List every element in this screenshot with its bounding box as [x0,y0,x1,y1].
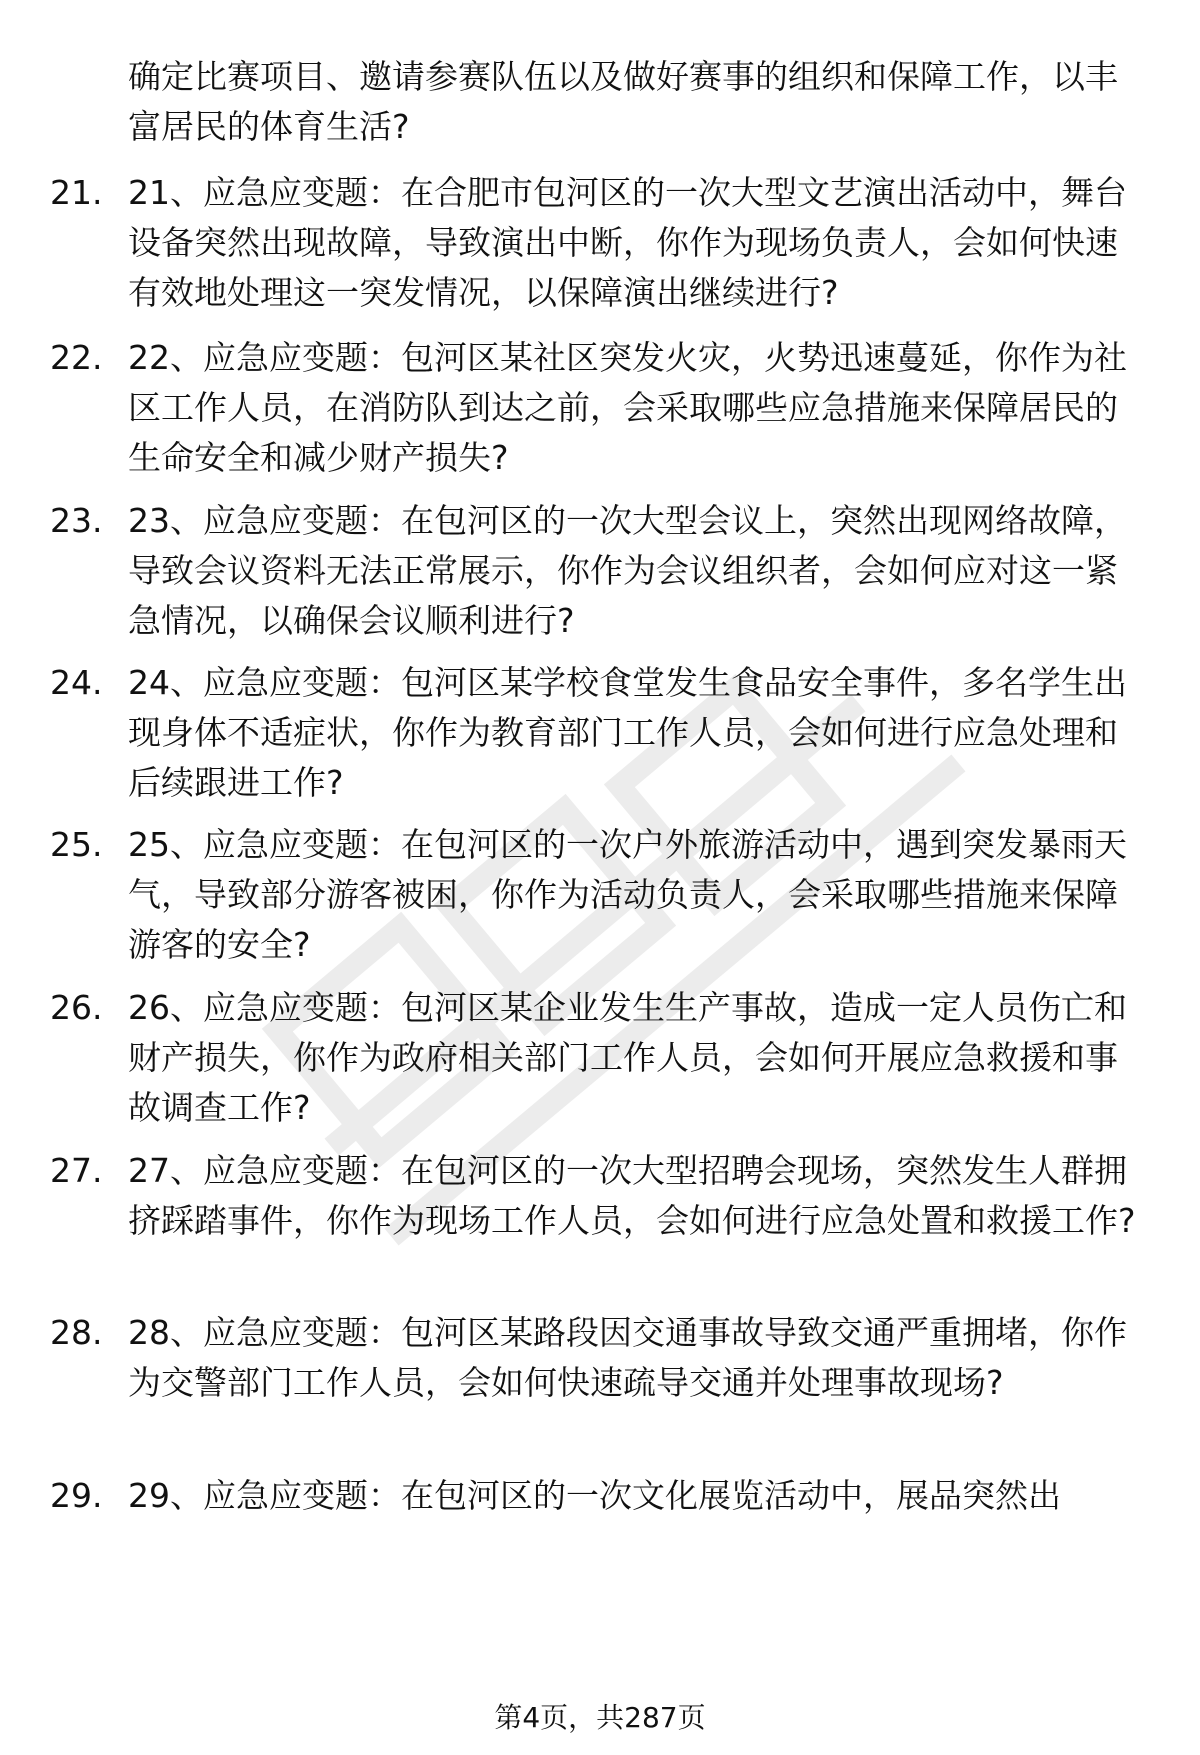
question-text: 23、应急应变题：在包河区的一次大型会议上，突然出现网络故障，导致会议资料无法正常展示，你作为会议组织者，会如何应对这一紧急情况，以确保会议顺利进行? [128,501,1127,640]
page-footer: 第4页，共287页 [494,1701,706,1734]
continuation-paragraph: 确定比赛项目、邀请参赛队伍以及做好赛事的组织和保障工作，以丰富居民的体育生活? [128,57,1118,146]
question-text: 26、应急应变题：包河区某企业发生生产事故，造成一定人员伤亡和财产损失，你作为政府相关部门工作人员，会如何开展应急救援和事故调查工作? [128,988,1127,1127]
question-number: 29. [50,1476,103,1515]
question-text: 24、应急应变题：包河区某学校食堂发生食品安全事件，多名学生出现身体不适症状，你作为教育部门工作人员，会如何进行应急处理和后续跟进工作? [128,663,1127,802]
question-text: 22、应急应变题：包河区某社区突发火灾，火势迅速蔓延，你作为社区工作人员，在消防队到达之前，会采取哪些应急措施来保障居民的生命安全和减少财产损失? [128,338,1127,477]
question-item-22 [0,333,1200,493]
question-item-29 [0,1471,1200,1531]
question-item-24 [0,658,1200,818]
question-number: 25. [50,825,103,864]
question-item-23 [0,496,1200,656]
question-item-25 [0,820,1200,980]
question-text: 25、应急应变题：在包河区的一次户外旅游活动中，遇到突发暴雨天气，导致部分游客被困，你作为活动负责人，会采取哪些措施来保障游客的安全? [128,825,1127,964]
question-number: 27. [50,1151,103,1190]
question-number: 24. [50,663,103,702]
question-number: 21. [50,173,103,212]
question-item-21 [0,168,1200,328]
question-number: 28. [50,1313,103,1352]
question-item-26 [0,983,1200,1143]
question-number: 23. [50,501,103,540]
question-text: 21、应急应变题：在合肥市包河区的一次大型文艺演出活动中，舞台设备突然出现故障，导致演出中断，你作为现场负责人，会如何快速有效地处理这一突发情况，以保障演出继续进行? [128,173,1127,312]
question-text: 28、应急应变题：包河区某路段因交通事故导致交通严重拥堵，你作为交警部门工作人员，会如何快速疏导交通并处理事故现场? [128,1313,1127,1402]
question-number: 22. [50,338,103,377]
question-text: 27、应急应变题：在包河区的一次大型招聘会现场，突然发生人群拥挤踩踏事件，你作为现场工作人员，会如何进行应急处置和救援工作? [128,1151,1136,1240]
question-text: 29、应急应变题：在包河区的一次文化展览活动中，展品突然出 [128,1476,1061,1515]
question-number: 26. [50,988,103,1027]
question-item-27 [0,1146,1200,1306]
question-item-28 [0,1308,1200,1468]
